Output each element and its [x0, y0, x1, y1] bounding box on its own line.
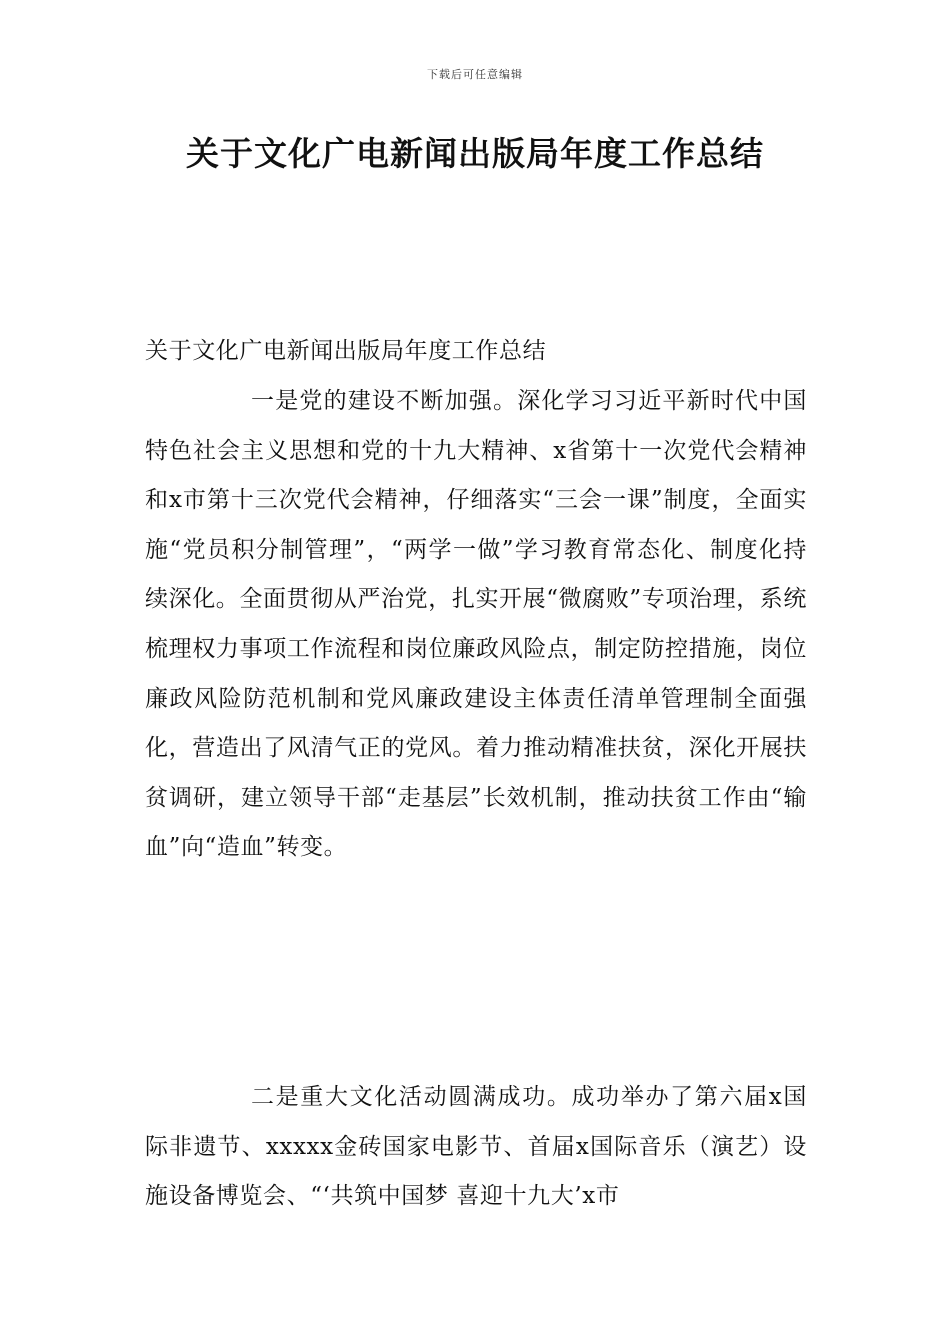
- document-subtitle: 关于文化广电新闻出版局年度工作总结: [145, 338, 547, 364]
- header-note: 下载后可任意编辑: [427, 68, 523, 81]
- paragraph-cultural-activities: 二是重大文化活动圆满成功。成功举办了第六届x国际非遗节、xxxxx金砖国家电影节、首届x国际音乐（演艺）设施设备博览会、“‘共筑中国梦 喜迎十九大’x市: [145, 1084, 807, 1210]
- document-title: 关于文化广电新闻出版局年度工作总结: [186, 134, 764, 173]
- paragraph-party-building: 一是党的建设不断加强。深化学习习近平新时代中国特色社会主义思想和党的十九大精神、x省第十一次党代会精神和x市第十三次党代会精神，仔细落实“三会一课”制度，全面实施“党员积分制管理”，“两学一做”学习教育常态化、制度化持续深化。全面贯彻从严治党，扎实开展“微腐败”专项治理，系统梳理权力事项工作流程和岗位廉政风险点，制定防控措施，岗位廉政风险防范机制和党风廉政建设主体责任清单管理制全面强化，营造出了风清气正的党风。着力推动精准扶贫，深化开展扶贫调研，建立领导干部“走基层”长效机制，推动扶贫工作由“输血”向“造血”转变。: [145, 388, 807, 861]
